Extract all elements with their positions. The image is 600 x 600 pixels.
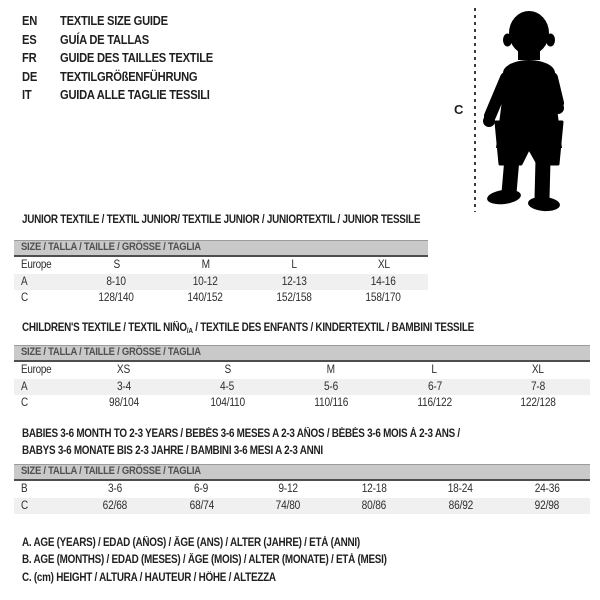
lang-row-it — [22, 86, 238, 105]
lang-code: EN — [22, 13, 38, 28]
row-label: C — [21, 292, 28, 304]
height-measure-label: C — [454, 102, 464, 117]
children-table-title: CHILDREN'S TEXTILE / TEXTIL $NIÑO_{/A}$ / TEXTILE DES ENFANTS / KINDERTEXTIL / BAMBINI TESSILE — [22, 322, 475, 335]
lang-code: IT — [22, 87, 32, 103]
table-row: A 3-4 4-5 5-6 6-7 7-8 — [14, 379, 590, 396]
lang-code: FR — [22, 50, 37, 66]
table-row: C 128/140 140/152 152/158 158/170 — [14, 290, 428, 307]
babies-table-title: BABIES 3-6 MONTH TO 2-3 YEARS / BEBÉS 3-6 MESES A 2-3 AÑOS / BÉBÉS 3-6 MOIS À 2-3 ANS / BABYS 3-6 MONATE BIS 2-3 JAHRE / BAMBINI 3-6 MESI A 2-3 ANNI — [22, 428, 460, 457]
lang-title: GUIDE DES TAILLES TEXTILE — [60, 50, 213, 66]
junior-size-table — [14, 240, 428, 307]
lang-title: TEXTILE SIZE GUIDE — [60, 13, 168, 28]
lang-title: GUÍA DE TALLAS — [60, 31, 149, 47]
row-label: Europe — [21, 364, 52, 376]
lang-title: GUIDA ALLE TAGLIE TESSILI — [60, 87, 210, 103]
lang-title: TEXTILGRÖßENFÜHRUNG — [60, 68, 198, 84]
size-header-bar: SIZE / TALLA / TAILLE / GRÖSSE / TAGLIA — [14, 464, 590, 481]
note-age-months: B. AGE (MONTHS) / EDAD (MESES) / ÂGE (MOIS) / ALTER (MONATE) / ETÀ (MESI) — [22, 554, 387, 567]
note-age-years: A. AGE (YEARS) / EDAD (AÑOS) / ÂGE (ANS) / ALTER (JAHRE) / ETÀ (ANNI) — [22, 537, 360, 549]
lang-code: ES — [22, 31, 37, 47]
row-label: C — [21, 397, 28, 409]
table-row: A 8-10 10-12 12-13 14-16 — [14, 274, 428, 291]
title-subscript: /A — [186, 326, 193, 335]
row-label: A — [21, 275, 28, 288]
row-label: B — [21, 483, 28, 495]
row-label: C — [21, 499, 28, 512]
height-dotted-line — [474, 8, 476, 212]
language-legend — [22, 12, 238, 105]
measure-legend-notes — [22, 535, 446, 587]
size-header-bar: SIZE / TALLA / TAILLE / GRÖSSE / TAGLIA — [14, 240, 428, 257]
table-row: Europe S M L XL — [14, 257, 428, 274]
table-row: C 62/68 68/74 74/80 80/86 86/92 92/98 — [14, 498, 590, 515]
junior-table-title: JUNIOR TEXTILE / TEXTIL JUNIOR/ TEXTILE JUNIOR / JUNIORTEXTIL / JUNIOR TESSILE — [22, 214, 421, 226]
children-size-table — [14, 345, 590, 412]
row-label: Europe — [21, 259, 52, 271]
lang-row-es — [22, 31, 238, 50]
size-header-bar: SIZE / TALLA / TAILLE / GRÖSSE / TAGLIA — [14, 345, 590, 362]
note-height-cm: C. (cm) HEIGHT / ALTURA / HAUTEUR / HÖHE / ALTEZZA — [22, 571, 276, 584]
baby-silhouette-icon — [479, 6, 597, 216]
lang-row-en — [22, 12, 238, 31]
babies-size-table — [14, 464, 590, 514]
table-row: B 3-6 6-9 9-12 12-18 18-24 24-36 — [14, 481, 590, 498]
lang-code: DE — [22, 68, 38, 84]
table-row: Europe XS S M L XL — [14, 362, 590, 379]
row-label: A — [21, 380, 28, 393]
lang-row-de — [22, 68, 238, 87]
lang-row-fr — [22, 49, 238, 68]
table-row: C 98/104 104/110 110/116 116/122 122/128 — [14, 395, 590, 412]
